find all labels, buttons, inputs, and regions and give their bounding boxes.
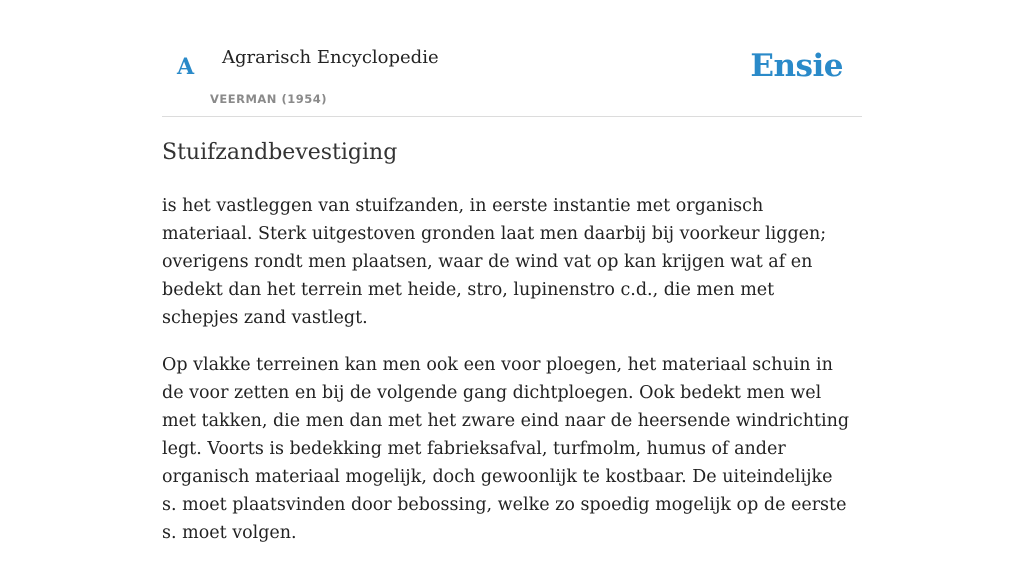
header [162, 0, 862, 117]
page [162, 0, 862, 543]
author-label: VEERMAN (1954) [210, 92, 327, 106]
article-paragraph-1: is het vastleggen van stuifzanden, in eerste instantie met organisch materiaal. Sterk uitgestoven gronden laat men daarbij bij voorkeur liggen; overigens rondt men plaatsen, waar de wind vat op kan krijgen wat af en bedekt dan het terrein met heide, stro, lupinenstro c.d., die men met schepjes zand vastlegt. [162, 196, 827, 328]
article-body [162, 192, 852, 566]
article-paragraph-2: Op vlakke terreinen kan men ook een voor ploegen, het materiaal schuin in de voor zetten en bij de volgende gang dichtploegen. Ook bedekt men wel met takken, die men dan met het zware eind naar de heersende windrichting legt. Voorts is bedekking met fabrieksafval, turfmolm, humus of ander organisch materiaal mogelijk, doch gewoonlijk te kostbaar. De uiteindelijke s. moet plaatsvinden door bebossing, welke zo spoedig mogelijk op de eerste s. moet volgen. [162, 355, 850, 543]
ensie-logo[interactable]: Ensie [750, 48, 843, 84]
source-letter-badge[interactable]: A [177, 54, 195, 80]
page-title: Stuifzandbevestiging [162, 140, 398, 165]
source-title-link[interactable]: Agrarisch Encyclopedie [222, 47, 439, 68]
